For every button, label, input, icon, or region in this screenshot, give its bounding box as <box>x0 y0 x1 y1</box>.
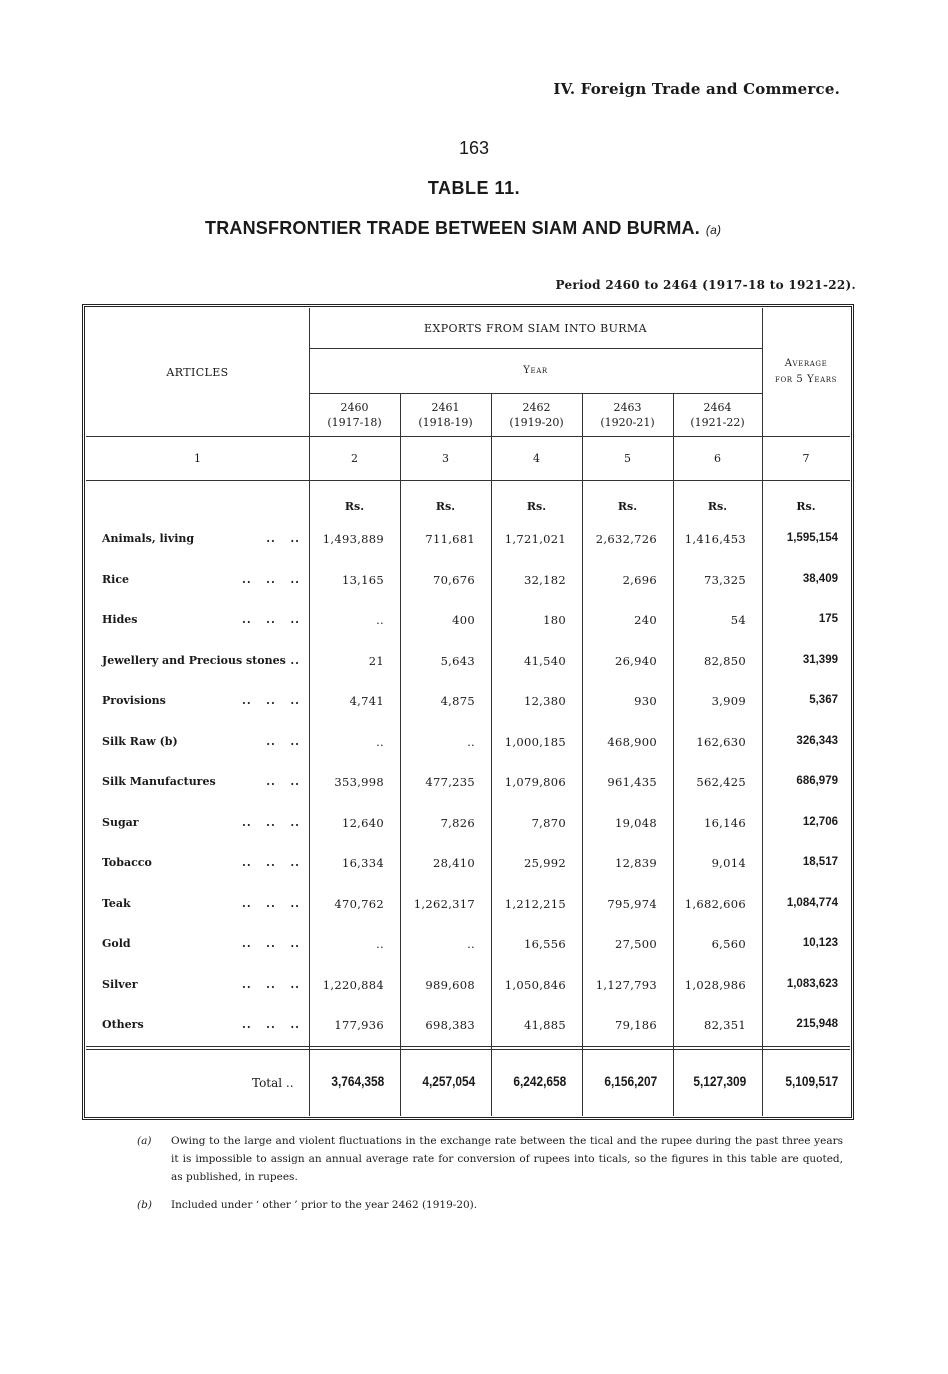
value-cell: 961,435 <box>607 775 657 789</box>
average-cell: 215,948 <box>796 1018 838 1030</box>
leader-dots: .. .. <box>266 775 300 788</box>
value-cell: .. <box>467 937 475 951</box>
value-cell: 54 <box>730 613 746 627</box>
value-cell: 562,425 <box>696 775 746 789</box>
unit-label: Rs. <box>796 499 816 513</box>
value-cell: 16,146 <box>703 815 746 830</box>
rule-h-total-1 <box>86 1046 850 1047</box>
average-cell: 1,084,774 <box>786 896 838 909</box>
total-cell: 4,257,054 <box>422 1073 475 1089</box>
value-cell: 82,850 <box>703 653 746 668</box>
total-cell: 6,242,658 <box>513 1073 566 1089</box>
value-cell: 26,940 <box>614 653 657 668</box>
footnote-mark: (b) <box>137 1199 152 1211</box>
value-cell: 13,165 <box>341 572 384 587</box>
value-cell: 1,079,806 <box>504 775 566 789</box>
value-cell: 1,262,317 <box>413 896 475 911</box>
value-cell: 477,235 <box>425 775 475 789</box>
value-cell: 2,696 <box>622 572 657 587</box>
column-number: 6 <box>714 452 721 465</box>
total-cell: 3,764,358 <box>331 1073 384 1089</box>
article-label: Sugar <box>102 815 139 829</box>
rule-h-colnums <box>86 480 850 481</box>
value-cell: 12,380 <box>523 694 566 708</box>
value-cell: 7,826 <box>440 815 475 830</box>
average-cell: 326,343 <box>796 734 838 747</box>
value-cell: 82,351 <box>703 1018 746 1032</box>
article-label: Gold <box>102 937 131 950</box>
year-value: 2463 <box>613 400 642 414</box>
value-cell: 1,682,606 <box>684 896 746 911</box>
unit-label: Rs. <box>526 499 547 513</box>
leader-dots: .. .. .. <box>242 1018 300 1031</box>
leader-dots: .. <box>290 653 300 667</box>
year-span: (1917-18) <box>327 415 382 429</box>
unit-label: Rs. <box>435 499 456 513</box>
value-cell: 930 <box>634 694 657 708</box>
year-value: 2462 <box>522 400 551 414</box>
table-title-text: TRANSFRONTIER TRADE BETWEEN SIAM AND BURMA. <box>205 218 700 238</box>
article-label: Others <box>102 1018 144 1031</box>
leader-dots: .. .. <box>266 734 300 748</box>
value-cell: 400 <box>452 613 475 627</box>
value-cell: 989,608 <box>425 977 475 992</box>
article-label: Silk Raw (b) <box>102 734 178 748</box>
average-cell: 175 <box>818 613 838 625</box>
value-cell: 4,875 <box>440 694 475 708</box>
year-header <box>309 348 762 393</box>
article-label: Jewellery and Precious stones <box>102 653 286 667</box>
year-span: (1920-21) <box>600 415 655 429</box>
year-value: 2460 <box>340 400 369 414</box>
leader-dots: .. .. .. <box>242 896 300 910</box>
year-span: (1919-20) <box>509 415 564 429</box>
leader-dots: .. .. .. <box>242 977 300 991</box>
group-header: EXPORTS FROM SIAM INTO BURMA <box>424 321 647 335</box>
unit-label: Rs. <box>707 499 728 513</box>
value-cell: 177,936 <box>334 1018 384 1032</box>
article-label: Teak <box>102 896 131 910</box>
value-cell: 41,540 <box>523 653 566 668</box>
value-cell: 795,974 <box>607 896 657 911</box>
leader-dots: .. .. .. <box>242 856 300 869</box>
year-cell <box>673 393 762 436</box>
value-cell: 16,334 <box>341 856 384 870</box>
table-title <box>205 218 721 239</box>
unit-label: Rs. <box>344 499 365 513</box>
value-cell: 4,741 <box>349 694 384 708</box>
value-cell: 1,127,793 <box>595 977 657 992</box>
article-label: Silk Manufactures <box>102 775 216 788</box>
value-cell: 240 <box>634 613 657 627</box>
footnote-text: Owing to the large and violent fluctuations in the exchange rate between the tical and the rupee during the past three years it is impossible to assign an annual average rate for conversion of rupees into ticals, so the figures in this table are quoted, as published, in rupees. <box>171 1135 843 1183</box>
value-cell: 1,028,986 <box>684 977 746 992</box>
value-cell: 2,632,726 <box>595 532 657 546</box>
value-cell: 25,992 <box>523 856 566 870</box>
article-label: Provisions <box>102 694 166 707</box>
value-cell: 6,560 <box>711 937 746 951</box>
value-cell: .. <box>376 734 384 749</box>
value-cell: 698,383 <box>425 1018 475 1032</box>
average-cell: 5,367 <box>809 694 838 706</box>
value-cell: 79,186 <box>614 1018 657 1032</box>
value-cell: 468,900 <box>607 734 657 749</box>
leader-dots: .. .. .. <box>242 937 300 950</box>
value-cell: 1,000,185 <box>504 734 566 749</box>
value-cell: 470,762 <box>334 896 384 911</box>
average-cell: 686,979 <box>796 775 838 787</box>
value-cell: 353,998 <box>334 775 384 789</box>
column-number: 2 <box>351 452 358 465</box>
average-cell: 31,399 <box>802 653 838 666</box>
value-cell: 1,220,884 <box>322 977 384 992</box>
section-header: IV. Foreign Trade and Commerce. <box>553 80 840 98</box>
total-cell: 5,127,309 <box>693 1073 746 1089</box>
column-number: 7 <box>802 452 810 465</box>
rule-h-total-2 <box>86 1049 850 1050</box>
value-cell: .. <box>376 937 384 951</box>
period-label: Period 2460 to 2464 (1917-18 to 1921-22). <box>555 278 856 292</box>
value-cell: 711,681 <box>425 532 475 546</box>
average-cell: 18,517 <box>802 856 838 868</box>
value-cell: 1,212,215 <box>504 896 566 911</box>
value-cell: 1,416,453 <box>684 532 746 546</box>
table-label: TABLE 11. <box>427 178 521 198</box>
footnote-mark: (a) <box>137 1135 152 1147</box>
value-cell: 5,643 <box>440 653 475 668</box>
value-cell: 1,721,021 <box>504 532 566 546</box>
page-number: 163 <box>458 138 490 158</box>
value-cell: 41,885 <box>523 1018 566 1032</box>
article-label: Hides <box>102 613 138 626</box>
year-header-text: Year <box>523 365 548 376</box>
articles-header: ARTICLES <box>166 365 229 379</box>
value-cell: .. <box>467 734 475 749</box>
value-cell: 73,325 <box>703 572 746 587</box>
leader-dots: .. .. .. <box>242 694 300 707</box>
average-header-line2: for 5 Years <box>774 374 838 385</box>
value-cell: 16,556 <box>523 937 566 951</box>
year-cell <box>582 393 673 436</box>
value-cell: 12,640 <box>341 815 384 830</box>
value-cell: 162,630 <box>696 734 746 749</box>
value-cell: 32,182 <box>523 572 566 587</box>
value-cell: 70,676 <box>432 572 475 587</box>
value-cell: 19,048 <box>614 815 657 830</box>
leader-dots: .. .. <box>266 532 300 545</box>
total-cell: 6,156,207 <box>604 1073 657 1089</box>
year-cell <box>491 393 582 436</box>
column-number: 5 <box>624 452 631 465</box>
value-cell: 9,014 <box>711 856 746 870</box>
article-label: Rice <box>102 572 130 586</box>
value-cell: 28,410 <box>432 856 475 870</box>
column-number: 3 <box>442 452 449 465</box>
value-cell: 3,909 <box>711 694 746 708</box>
total-cell: 5,109,517 <box>785 1073 838 1089</box>
column-number: 4 <box>533 452 540 465</box>
year-span: (1921-22) <box>690 415 745 429</box>
average-header-line1: Average <box>784 358 828 369</box>
leader-dots: .. .. .. <box>242 572 300 586</box>
article-label: Silver <box>102 977 138 991</box>
article-label: Tobacco <box>102 856 152 869</box>
year-cell <box>400 393 491 436</box>
value-cell: 7,870 <box>531 815 566 830</box>
year-value: 2461 <box>431 400 460 414</box>
value-cell: 1,493,889 <box>322 532 384 546</box>
value-cell: 27,500 <box>614 937 657 951</box>
average-cell: 1,083,623 <box>786 977 838 990</box>
average-cell: 12,706 <box>802 815 838 828</box>
value-cell: 21 <box>368 653 384 668</box>
unit-label: Rs. <box>617 499 638 513</box>
total-label: Total .. <box>252 1076 294 1090</box>
value-cell: 12,839 <box>614 856 657 870</box>
value-cell: 180 <box>543 613 566 627</box>
footnote-text: Included under ‘ other ’ prior to the year 2462 (1919-20). <box>171 1199 478 1211</box>
year-value: 2464 <box>703 400 732 414</box>
average-header <box>762 308 850 436</box>
average-cell: 1,595,154 <box>786 532 838 544</box>
leader-dots: .. .. .. <box>242 613 300 626</box>
average-cell: 10,123 <box>802 937 838 949</box>
value-cell: 1,050,846 <box>504 977 566 992</box>
average-cell: 38,409 <box>802 572 838 585</box>
article-label: Animals, living <box>102 532 195 545</box>
leader-dots: .. .. .. <box>242 815 300 829</box>
year-cell <box>309 393 400 436</box>
column-number: 1 <box>194 452 201 465</box>
value-cell: .. <box>376 613 384 627</box>
title-note-mark: (a) <box>705 223 722 237</box>
year-span: (1918-19) <box>418 415 473 429</box>
